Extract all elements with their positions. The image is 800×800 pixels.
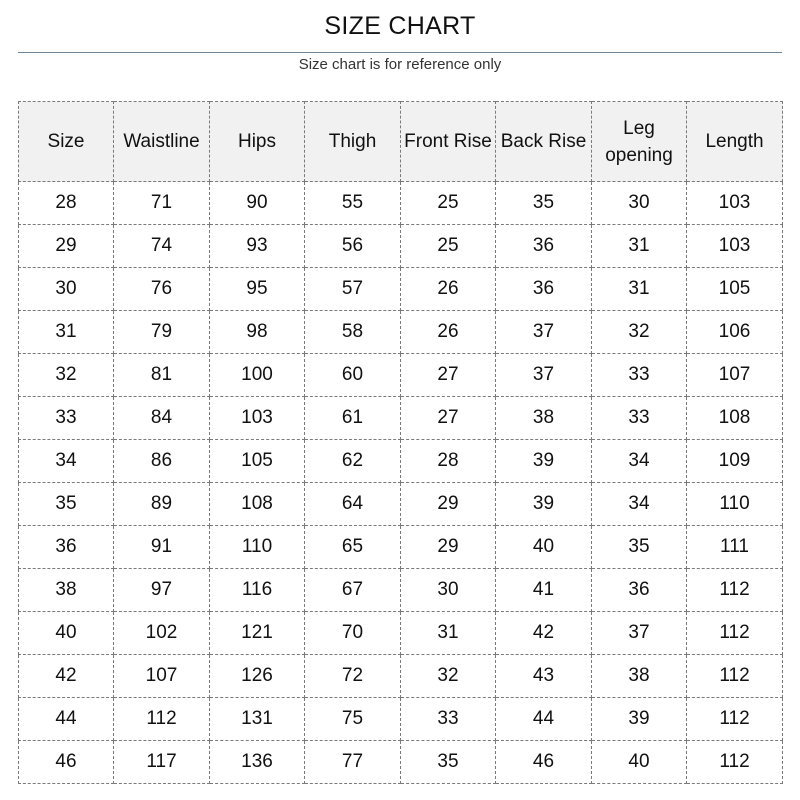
cell-waistline: 84 <box>114 397 210 440</box>
cell-front-rise: 28 <box>401 440 496 483</box>
cell-back-rise: 37 <box>496 354 592 397</box>
cell-back-rise: 46 <box>496 741 592 784</box>
cell-front-rise: 25 <box>401 182 496 225</box>
cell-thigh: 57 <box>305 268 401 311</box>
cell-length: 103 <box>687 225 783 268</box>
cell-back-rise: 44 <box>496 698 592 741</box>
cell-hips: 131 <box>210 698 305 741</box>
cell-leg-opening: 34 <box>592 483 687 526</box>
cell-hips: 100 <box>210 354 305 397</box>
cell-leg-opening: 34 <box>592 440 687 483</box>
cell-leg-opening: 38 <box>592 655 687 698</box>
cell-length: 112 <box>687 698 783 741</box>
table-row <box>19 655 783 698</box>
cell-size: 30 <box>19 268 114 311</box>
cell-back-rise: 41 <box>496 569 592 612</box>
cell-size: 44 <box>19 698 114 741</box>
cell-front-rise: 30 <box>401 569 496 612</box>
cell-leg-opening: 31 <box>592 268 687 311</box>
cell-leg-opening: 30 <box>592 182 687 225</box>
cell-size: 35 <box>19 483 114 526</box>
table-row <box>19 569 783 612</box>
cell-waistline: 102 <box>114 612 210 655</box>
cell-leg-opening: 33 <box>592 397 687 440</box>
cell-length: 109 <box>687 440 783 483</box>
page-subtitle: Size chart is for reference only <box>298 56 502 73</box>
cell-thigh: 70 <box>305 612 401 655</box>
cell-leg-opening: 37 <box>592 612 687 655</box>
table-row <box>19 440 783 483</box>
cell-leg-opening: 39 <box>592 698 687 741</box>
table-body <box>19 182 783 784</box>
cell-back-rise: 42 <box>496 612 592 655</box>
cell-leg-opening: 40 <box>592 741 687 784</box>
cell-size: 32 <box>19 354 114 397</box>
cell-length: 107 <box>687 354 783 397</box>
cell-waistline: 107 <box>114 655 210 698</box>
cell-waistline: 117 <box>114 741 210 784</box>
cell-front-rise: 33 <box>401 698 496 741</box>
table-row <box>19 311 783 354</box>
cell-back-rise: 35 <box>496 182 592 225</box>
cell-front-rise: 26 <box>401 311 496 354</box>
cell-waistline: 74 <box>114 225 210 268</box>
cell-back-rise: 36 <box>496 268 592 311</box>
cell-hips: 116 <box>210 569 305 612</box>
table-row <box>19 268 783 311</box>
column-header-length: Length <box>687 102 783 182</box>
cell-thigh: 61 <box>305 397 401 440</box>
column-header-hips: Hips <box>210 102 305 182</box>
column-header-front-rise: Front Rise <box>401 102 496 182</box>
cell-size: 33 <box>19 397 114 440</box>
cell-waistline: 71 <box>114 182 210 225</box>
cell-thigh: 64 <box>305 483 401 526</box>
cell-front-rise: 29 <box>401 483 496 526</box>
table-row <box>19 354 783 397</box>
cell-length: 103 <box>687 182 783 225</box>
cell-thigh: 72 <box>305 655 401 698</box>
cell-thigh: 60 <box>305 354 401 397</box>
cell-length: 112 <box>687 655 783 698</box>
cell-thigh: 55 <box>305 182 401 225</box>
table-row <box>19 526 783 569</box>
cell-thigh: 62 <box>305 440 401 483</box>
header-row <box>19 102 783 182</box>
cell-length: 111 <box>687 526 783 569</box>
cell-hips: 110 <box>210 526 305 569</box>
cell-waistline: 79 <box>114 311 210 354</box>
table-row <box>19 741 783 784</box>
cell-back-rise: 40 <box>496 526 592 569</box>
cell-leg-opening: 31 <box>592 225 687 268</box>
cell-hips: 95 <box>210 268 305 311</box>
cell-front-rise: 29 <box>401 526 496 569</box>
cell-front-rise: 35 <box>401 741 496 784</box>
cell-size: 31 <box>19 311 114 354</box>
cell-back-rise: 39 <box>496 440 592 483</box>
cell-front-rise: 27 <box>401 354 496 397</box>
cell-hips: 105 <box>210 440 305 483</box>
cell-hips: 93 <box>210 225 305 268</box>
cell-hips: 98 <box>210 311 305 354</box>
cell-waistline: 81 <box>114 354 210 397</box>
cell-leg-opening: 33 <box>592 354 687 397</box>
cell-hips: 108 <box>210 483 305 526</box>
cell-hips: 126 <box>210 655 305 698</box>
cell-thigh: 67 <box>305 569 401 612</box>
cell-size: 34 <box>19 440 114 483</box>
column-header-size: Size <box>19 102 114 182</box>
cell-back-rise: 36 <box>496 225 592 268</box>
table-row <box>19 182 783 225</box>
cell-size: 36 <box>19 526 114 569</box>
cell-back-rise: 37 <box>496 311 592 354</box>
column-header-thigh: Thigh <box>305 102 401 182</box>
cell-waistline: 86 <box>114 440 210 483</box>
table-row <box>19 225 783 268</box>
cell-length: 105 <box>687 268 783 311</box>
cell-waistline: 89 <box>114 483 210 526</box>
cell-front-rise: 32 <box>401 655 496 698</box>
column-header-waistline: Waistline <box>114 102 210 182</box>
cell-length: 112 <box>687 569 783 612</box>
cell-thigh: 75 <box>305 698 401 741</box>
cell-hips: 90 <box>210 182 305 225</box>
cell-length: 112 <box>687 741 783 784</box>
cell-size: 38 <box>19 569 114 612</box>
page-title: SIZE CHART <box>324 12 476 40</box>
table-row <box>19 698 783 741</box>
cell-waistline: 91 <box>114 526 210 569</box>
cell-hips: 121 <box>210 612 305 655</box>
cell-length: 106 <box>687 311 783 354</box>
cell-size: 40 <box>19 612 114 655</box>
cell-length: 112 <box>687 612 783 655</box>
cell-hips: 103 <box>210 397 305 440</box>
cell-thigh: 56 <box>305 225 401 268</box>
size-chart-table <box>18 101 783 784</box>
cell-leg-opening: 36 <box>592 569 687 612</box>
cell-back-rise: 39 <box>496 483 592 526</box>
cell-waistline: 76 <box>114 268 210 311</box>
cell-thigh: 65 <box>305 526 401 569</box>
cell-leg-opening: 35 <box>592 526 687 569</box>
cell-size: 42 <box>19 655 114 698</box>
cell-length: 110 <box>687 483 783 526</box>
cell-waistline: 97 <box>114 569 210 612</box>
title-divider <box>18 52 782 53</box>
cell-thigh: 58 <box>305 311 401 354</box>
cell-waistline: 112 <box>114 698 210 741</box>
cell-leg-opening: 32 <box>592 311 687 354</box>
cell-hips: 136 <box>210 741 305 784</box>
table-row <box>19 483 783 526</box>
cell-length: 108 <box>687 397 783 440</box>
column-header-back-rise: Back Rise <box>496 102 592 182</box>
cell-back-rise: 43 <box>496 655 592 698</box>
column-header-leg-opening: Leg opening <box>592 102 687 182</box>
cell-size: 29 <box>19 225 114 268</box>
cell-front-rise: 27 <box>401 397 496 440</box>
cell-front-rise: 31 <box>401 612 496 655</box>
cell-size: 28 <box>19 182 114 225</box>
cell-back-rise: 38 <box>496 397 592 440</box>
cell-front-rise: 26 <box>401 268 496 311</box>
cell-front-rise: 25 <box>401 225 496 268</box>
cell-size: 46 <box>19 741 114 784</box>
table-row <box>19 612 783 655</box>
cell-thigh: 77 <box>305 741 401 784</box>
table-row <box>19 397 783 440</box>
